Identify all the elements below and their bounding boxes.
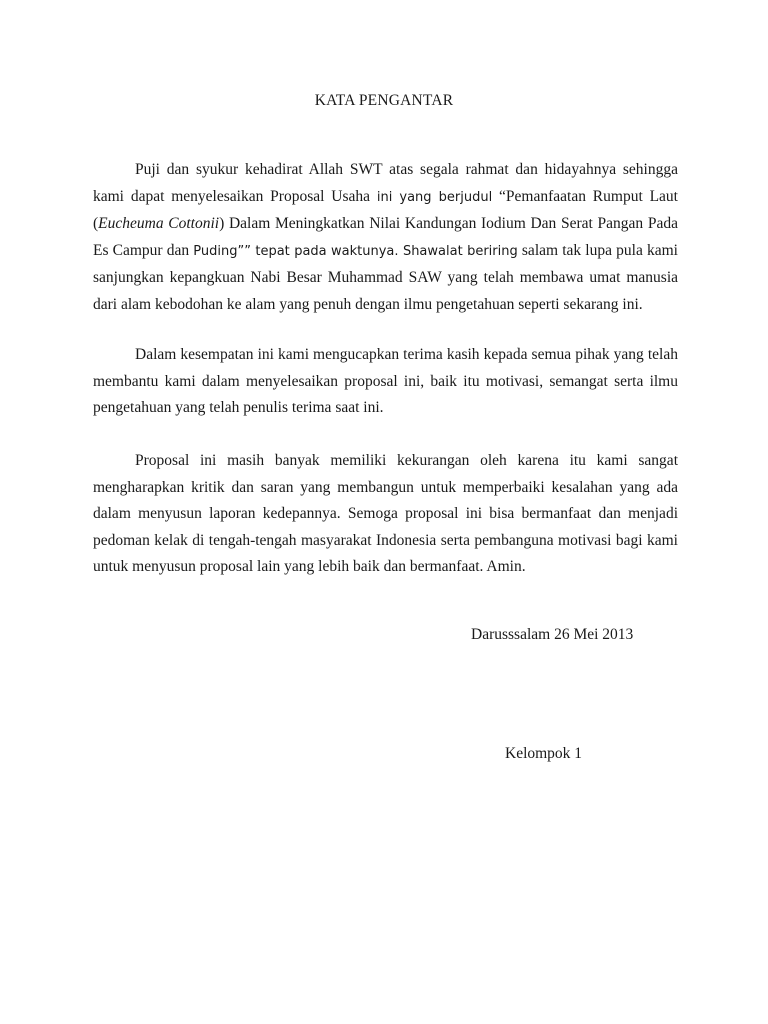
paragraph-text-sans: ini yang berjudul <box>376 189 493 205</box>
paragraph-text: salam tak lupa pula kami sanjungkan kepangkuan Nabi Besar Muhammad SAW yang telah membawa umat manusia dari alam kebodohan ke alam yang penuh dengan ilmu pengetahuan seperti sekarang ini. <box>93 241 678 313</box>
paragraph-thanks: Dalam kesempatan ini kami mengucapkan terima kasih kepada semua pihak yang telah membantu kami dalam menyelesaikan proposal ini, baik itu motivasi, semangat serta ilmu pengetahuan yang telah penulis terima saat ini. <box>93 346 678 417</box>
paragraph-text: ) Dalam Meningkatkan Nilai Kandungan Iodium Dan Serat Pangan Pada Es Campur dan <box>93 215 678 259</box>
place-date: Darusssalam 26 Mei 2013 <box>471 626 634 643</box>
paragraph-closing: Proposal ini masih banyak memiliki kekurangan oleh karena itu kami sangat mengharapkan kritik dan saran yang membangun untuk memperbaiki kesalahan yang ada dalam menyusun laporan kedepannya. Semoga proposal ini bisa bermanfaat dan menjadi pedoman kelak di tengah-tengah masyarakat Indonesia serta pembanguna motivasi bagi kami untuk menyusun proposal lain yang lebih baik dan bermanfaat. Amin. <box>93 452 678 576</box>
document-title: KATA PENGANTAR <box>314 92 454 109</box>
signature: Kelompok 1 <box>505 745 583 762</box>
paragraph-opening <box>93 157 678 319</box>
paragraph-text: “Pemanfaatan Rumput Laut ( <box>93 187 678 233</box>
paragraph-text-sans: Puding”” tepat pada waktunya. Shawalat beriring <box>193 243 518 259</box>
species-name-italic: Eucheuma Cottonii <box>98 215 220 233</box>
paragraph-text: Puji dan syukur kehadirat Allah SWT atas segala rahmat dan hidayahnya sehingga kami dapat menyelesaikan Proposal Usaha <box>93 161 678 205</box>
